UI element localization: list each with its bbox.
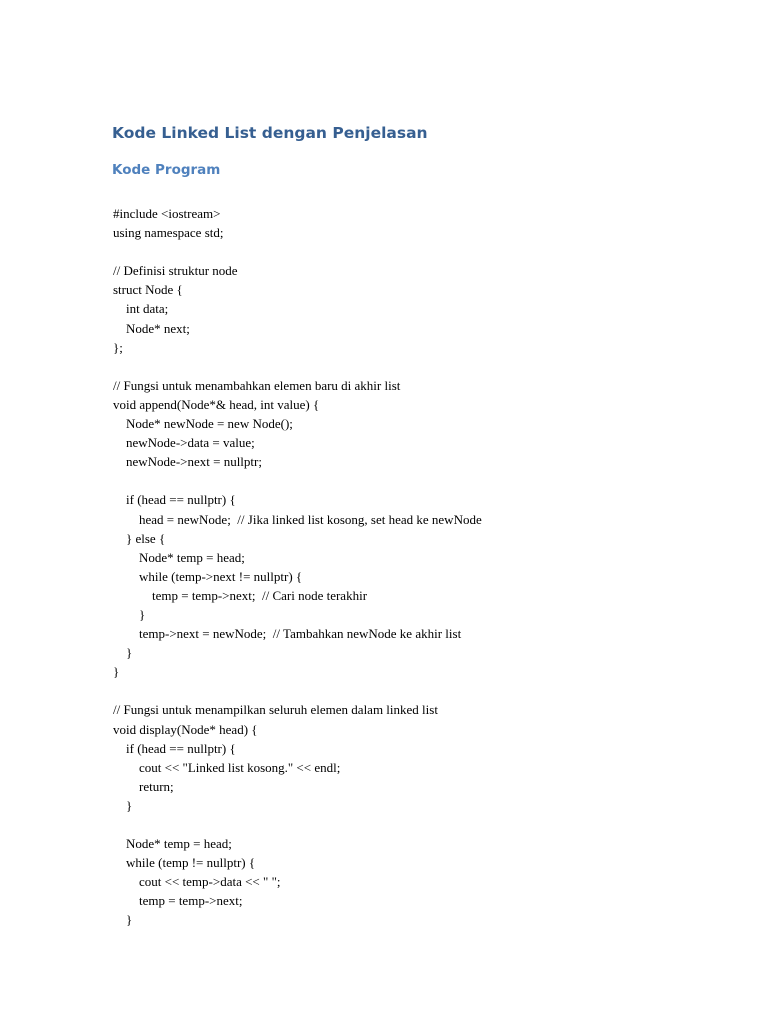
code-line: while (temp->next != nullptr) {	[113, 568, 303, 584]
code-line: int data;	[113, 301, 169, 317]
code-block	[113, 204, 713, 930]
code-line: head = newNode; // Jika linked list kosong, set head ke newNode	[113, 511, 482, 527]
code-line	[113, 242, 713, 261]
code-line: } else {	[113, 530, 166, 546]
code-line: cout << temp->data << " ";	[113, 874, 281, 890]
code-line: void display(Node* head) {	[113, 721, 258, 737]
code-line: }	[113, 912, 133, 928]
code-line: temp->next = newNode; // Tambahkan newNode ke akhir list	[113, 626, 462, 642]
code-line: };	[113, 339, 123, 355]
code-line: return;	[113, 778, 174, 794]
code-line: struct Node {	[113, 282, 183, 298]
code-line: temp = temp->next; // Cari node terakhir	[113, 587, 368, 603]
code-line	[113, 471, 713, 490]
code-line: Node* temp = head;	[113, 549, 245, 565]
code-line: }	[113, 645, 133, 661]
code-line	[113, 681, 713, 700]
code-line: if (head == nullptr) {	[113, 492, 236, 508]
code-line: newNode->next = nullptr;	[113, 454, 262, 470]
section-heading: Kode Program	[112, 162, 221, 178]
code-line: // Fungsi untuk menambahkan elemen baru di akhir list	[113, 377, 401, 393]
code-line: temp = temp->next;	[113, 893, 243, 909]
code-line: while (temp != nullptr) {	[113, 855, 256, 871]
document-title: Kode Linked List dengan Penjelasan	[112, 124, 428, 142]
code-line: #include <iostream>	[113, 206, 221, 221]
code-line: newNode->data = value;	[113, 435, 255, 451]
code-line: if (head == nullptr) {	[113, 740, 236, 756]
code-line: Node* temp = head;	[113, 836, 232, 852]
code-line: // Definisi struktur node	[113, 263, 238, 279]
code-line: Node* newNode = new Node();	[113, 416, 293, 432]
code-line	[113, 815, 713, 834]
code-line: Node* next;	[113, 320, 190, 336]
code-line	[113, 357, 713, 376]
code-line: using namespace std;	[113, 225, 224, 241]
code-line: }	[113, 664, 120, 680]
code-line: cout << "Linked list kosong." << endl;	[113, 759, 341, 775]
code-line: // Fungsi untuk menampilkan seluruh elemen dalam linked list	[113, 702, 438, 718]
code-line: }	[113, 797, 133, 813]
code-line: }	[113, 606, 146, 622]
code-line: void append(Node*& head, int value) {	[113, 396, 320, 412]
